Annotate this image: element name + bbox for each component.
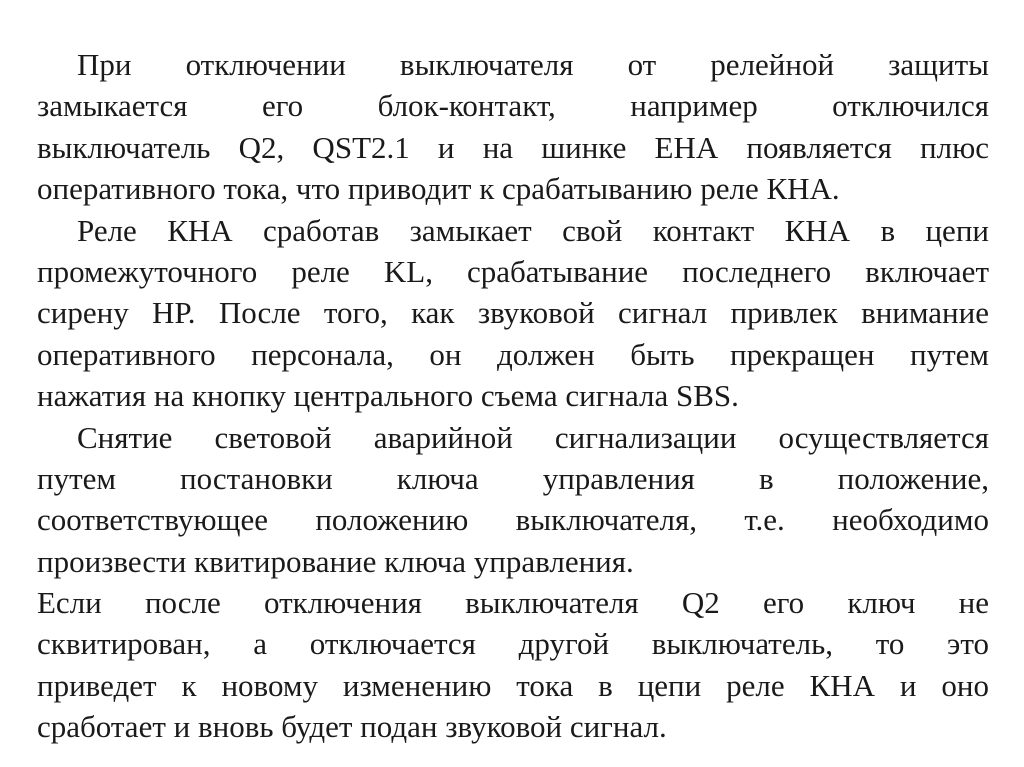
text-line: соответствующее положению выключателя, т.е. необходимо (37, 502, 989, 538)
text-line: сработает и вновь будет подан звуковой сигнал. (37, 709, 667, 745)
text-line: сквитирован, а отключается другой выключатель, то это (37, 626, 989, 662)
text-line: оперативного тока, что приводит к срабатыванию реле КНА. (37, 171, 840, 207)
text-line: промежуточного реле KL, срабатывание последнего включает (37, 253, 989, 289)
text-line: Если после отключения выключателя Q2 его ключ не (37, 585, 989, 621)
text-line: Снятие световой аварийной сигнализации осуществляется (77, 419, 989, 455)
paragraph-kha-relay (37, 210, 989, 417)
text-line: Реле КНА сработав замыкает свой контакт КНА в цепи (77, 212, 989, 248)
text-line: приведет к новому изменению тока в цепи реле КНА и оно (37, 667, 989, 703)
paragraph-repeat-signal (37, 582, 989, 748)
paragraph-light-alarm-reset (37, 417, 989, 583)
text-line: сирену НР. После того, как звуковой сигнал привлек внимание (37, 295, 989, 331)
text-line: путем постановки ключа управления в положение, (37, 460, 989, 496)
document-body (37, 44, 989, 748)
text-line: выключатель Q2, QST2.1 и на шинке ЕНА появляется плюс (37, 129, 989, 165)
text-line: нажатия на кнопку центрального съема сигнала SBS. (37, 378, 739, 414)
text-line: произвести квитирование ключа управления. (37, 543, 634, 579)
text-line: оперативного персонала, он должен быть прекращен путем (37, 336, 989, 372)
text-line: замыкается его блок-контакт, например отключился (37, 88, 989, 124)
text-line: При отключении выключателя от релейной защиты (77, 47, 989, 82)
paragraph-relay-protection (37, 44, 989, 210)
